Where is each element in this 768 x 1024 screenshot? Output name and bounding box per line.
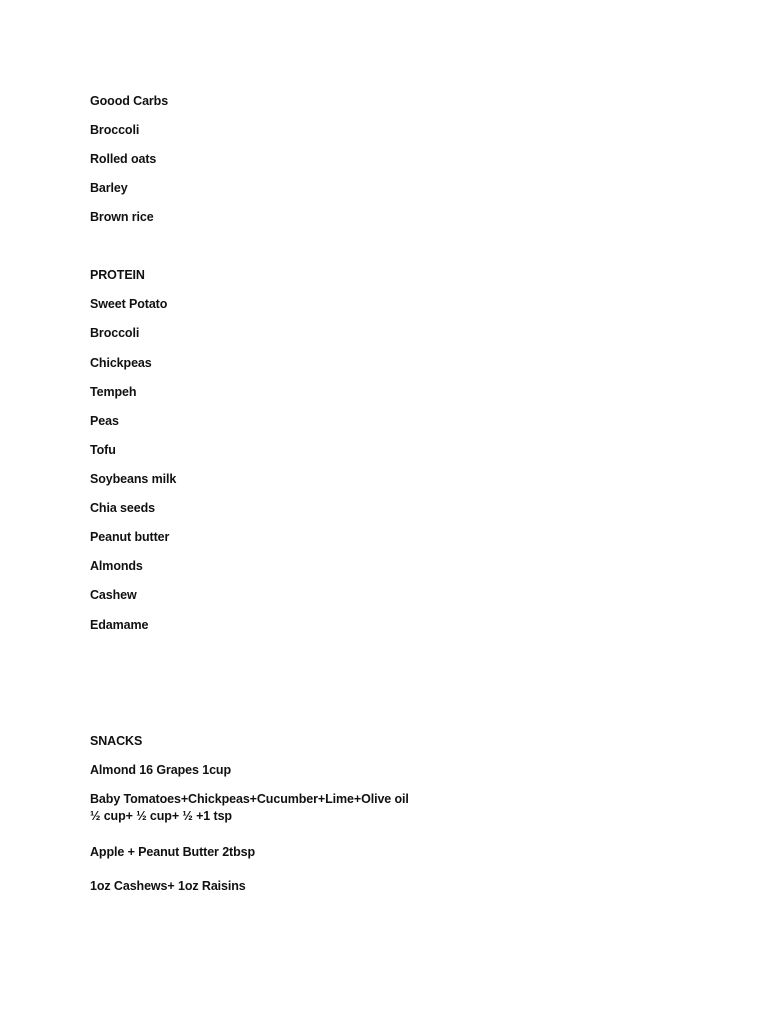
snacks-item: Baby Tomatoes+Chickpeas+Cucumber+Lime+Olive oil — [90, 792, 409, 806]
good-carbs-item: Barley — [90, 181, 128, 195]
snacks-item: Almond 16 Grapes 1cup — [90, 763, 231, 777]
snacks-item: Apple + Peanut Butter 2tbsp — [90, 845, 256, 859]
protein-item: Broccoli — [90, 326, 140, 340]
protein-item: Almonds — [90, 559, 143, 573]
protein-item: Chia seeds — [90, 501, 156, 515]
good-carbs-item: Rolled oats — [90, 152, 157, 166]
protein-item: Cashew — [90, 588, 137, 602]
snacks-item-measures: ½ cup+ ½ cup+ ½ +1 tsp — [90, 809, 232, 823]
protein-item: Tofu — [90, 443, 116, 457]
protein-item: Edamame — [90, 618, 149, 632]
protein-item: Chickpeas — [90, 356, 152, 370]
protein-heading: PROTEIN — [90, 268, 145, 282]
protein-item: Sweet Potato — [90, 297, 168, 311]
protein-item: Tempeh — [90, 385, 137, 399]
protein-item: Peas — [90, 414, 119, 428]
good-carbs-item: Broccoli — [90, 123, 140, 137]
protein-item: Peanut butter — [90, 530, 170, 544]
snacks-item: 1oz Cashews+ 1oz Raisins — [90, 879, 246, 893]
protein-item: Soybeans milk — [90, 472, 177, 486]
snacks-heading: SNACKS — [90, 734, 143, 748]
good-carbs-item: Brown rice — [90, 210, 154, 224]
good-carbs-heading: Goood Carbs — [90, 94, 169, 108]
